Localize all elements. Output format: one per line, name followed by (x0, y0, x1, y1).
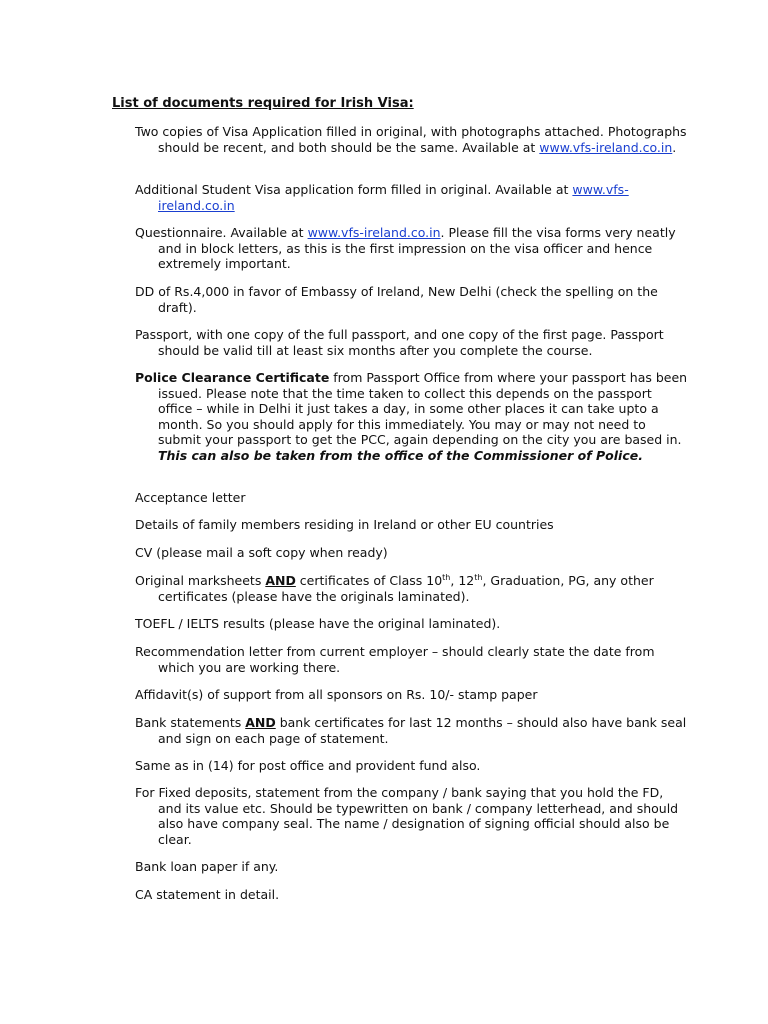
item-text: Questionnaire. Available at (135, 225, 308, 240)
item-text: bank certificates for last 12 months – should also have bank seal and sign on each page of statement. (158, 715, 687, 746)
list-item-toefl-ielts: TOEFL / IELTS results (please have the original laminated). (135, 616, 501, 631)
list-item-marksheets (135, 573, 688, 604)
list-item-cv: CV (please mail a soft copy when ready) (135, 545, 388, 560)
item-text: , 12 (450, 573, 475, 588)
vfs-ireland-link-continued[interactable]: ireland.co.in (158, 197, 235, 213)
list-item-recommendation-letter: Recommendation letter from current employer – should clearly state the date from which you are working there. (135, 644, 655, 675)
vfs-ireland-link[interactable]: www.vfs- (572, 182, 629, 197)
list-item-questionnaire (135, 225, 688, 272)
item-text: Two copies of Visa Application filled in original, with photographs attached. Photographs should be recent, and both should be the same. Available at (135, 124, 687, 155)
list-item-demand-draft: DD of Rs.4,000 in favor of Embassy of Ireland, New Delhi (check the spelling on the draft). (135, 284, 658, 315)
item-text: Additional Student Visa application form filled in original. Available at (135, 182, 573, 197)
document-title: List of documents required for Irish Visa: (112, 96, 414, 111)
item-text: , Graduation, PG, any other certificates (please have the originals laminated). (158, 573, 654, 604)
item-bold-underline-text: AND (265, 573, 296, 588)
list-item-post-office: Same as in (14) for post office and provident fund also. (135, 758, 481, 773)
item-text: Original marksheets (135, 573, 266, 588)
list-item-affidavit: Affidavit(s) of support from all sponsors on Rs. 10/- stamp paper (135, 687, 538, 702)
superscript: th (474, 572, 483, 582)
list-item-family-details: Details of family members residing in Ireland or other EU countries (135, 517, 554, 532)
item-bold-underline-text: AND (245, 715, 276, 730)
superscript: th (442, 572, 451, 582)
item-bold-text: Police Clearance Certificate (135, 370, 330, 385)
item-text: from Passport Office from where your passport has been issued. Please note that the time taken to collect this depends on the passport office – while in Delhi it just takes a day, in some other places it can take upto a month. So you should apply for this immediately. You may or may not need to submit your passport to get the PCC, again depending on the city you are based in. (158, 370, 688, 447)
item-text: Bank statements (135, 715, 246, 730)
item-text: . Please fill the visa forms very neatly and in block letters, as this is the first impression on the visa officer and hence extremely important. (158, 225, 676, 271)
list-item-visa-application (135, 124, 688, 155)
list-item-passport: Passport, with one copy of the full passport, and one copy of the first page. Passport should be valid till at least six months after you complete the course. (135, 327, 664, 358)
list-item-student-visa-form (135, 182, 688, 213)
list-item-fixed-deposits: For Fixed deposits, statement from the company / bank saying that you hold the FD, and its value etc. Should be typewritten on bank / company letterhead, and should also have company seal. The name / designation of signing official should also be clear. (135, 785, 679, 847)
list-item-bank-statements (135, 715, 688, 746)
item-bold-italic-text: This can also be taken from the office of the Commissioner of Police. (158, 447, 643, 463)
vfs-ireland-link[interactable]: www.vfs-ireland.co.in (307, 225, 441, 240)
item-text: . (672, 139, 677, 155)
item-text: certificates of Class 10 (295, 573, 443, 588)
list-item-acceptance-letter: Acceptance letter (135, 490, 246, 505)
list-item-police-clearance (135, 370, 688, 463)
vfs-ireland-link[interactable]: www.vfs-ireland.co.in (539, 139, 673, 155)
list-item-ca-statement: CA statement in detail. (135, 887, 280, 902)
list-item-bank-loan: Bank loan paper if any. (135, 859, 279, 874)
